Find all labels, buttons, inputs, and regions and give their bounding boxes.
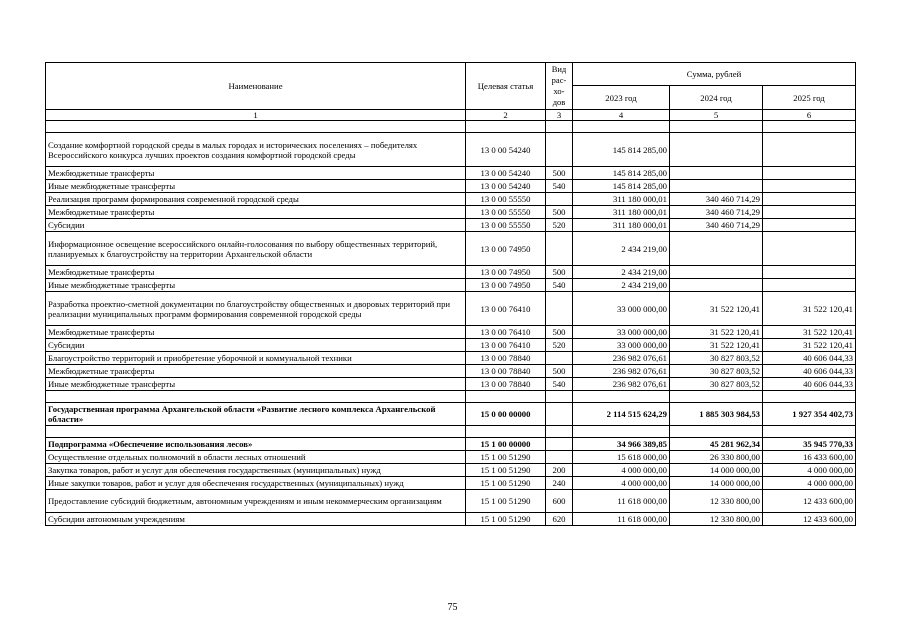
row-sum-2023: 145 814 285,00 xyxy=(573,180,670,193)
row-name: Предоставление субсидий бюджетным, автономным учреждениям и иным некоммерческим организациям xyxy=(46,490,466,513)
row-name: Межбюджетные трансферты xyxy=(46,365,466,378)
row-sum-2024: 30 827 803,52 xyxy=(670,352,763,365)
spacer-cell xyxy=(46,121,466,133)
row-expense-type xyxy=(546,352,573,365)
row-name: Информационное освещение всероссийского онлайн-голосования по выбору общественных территорий, планируемых к благоустройству на территории Архангельской области xyxy=(46,232,466,266)
spacer-cell xyxy=(763,391,856,403)
table-row xyxy=(46,378,856,391)
row-sum-2024: 12 330 800,00 xyxy=(670,513,763,526)
table-row xyxy=(46,438,856,451)
row-sum-2023: 236 982 076,61 xyxy=(573,352,670,365)
table-row xyxy=(46,513,856,526)
row-sum-2024 xyxy=(670,232,763,266)
row-target-code: 13 0 00 76410 xyxy=(466,326,546,339)
row-name: Иные межбюджетные трансферты xyxy=(46,378,466,391)
col-number: 2 xyxy=(466,110,546,121)
spacer-cell xyxy=(573,121,670,133)
row-expense-type: 240 xyxy=(546,477,573,490)
row-sum-2024: 31 522 120,41 xyxy=(670,292,763,326)
table-row xyxy=(46,193,856,206)
row-sum-2025 xyxy=(763,180,856,193)
row-sum-2024: 340 460 714,29 xyxy=(670,206,763,219)
row-sum-2024: 26 330 800,00 xyxy=(670,451,763,464)
row-sum-2025: 31 522 120,41 xyxy=(763,339,856,352)
row-name: Осуществление отдельных полномочий в области лесных отношений xyxy=(46,451,466,464)
spacer-cell xyxy=(670,391,763,403)
spacer-cell xyxy=(546,121,573,133)
row-target-code: 13 0 00 54240 xyxy=(466,180,546,193)
row-expense-type: 540 xyxy=(546,180,573,193)
row-name: Субсидии автономным учреждениям xyxy=(46,513,466,526)
col-number: 5 xyxy=(670,110,763,121)
row-target-code: 15 1 00 51290 xyxy=(466,477,546,490)
row-sum-2024 xyxy=(670,180,763,193)
row-sum-2023: 145 814 285,00 xyxy=(573,133,670,167)
spacer-cell xyxy=(763,426,856,438)
row-expense-type: 540 xyxy=(546,378,573,391)
spacer-cell xyxy=(763,121,856,133)
row-expense-type: 520 xyxy=(546,339,573,352)
spacer-cell xyxy=(546,391,573,403)
table-row xyxy=(46,451,856,464)
row-sum-2025: 12 433 600,00 xyxy=(763,490,856,513)
row-name: Иные межбюджетные трансферты xyxy=(46,180,466,193)
row-sum-2024 xyxy=(670,133,763,167)
row-expense-type xyxy=(546,232,573,266)
row-name: Государственная программа Архангельской области «Развитие лесного комплекса Архангельской области» xyxy=(46,403,466,426)
row-target-code: 13 0 00 54240 xyxy=(466,167,546,180)
row-sum-2024 xyxy=(670,167,763,180)
row-sum-2025: 12 433 600,00 xyxy=(763,513,856,526)
table-row xyxy=(46,266,856,279)
header-type-line: дов xyxy=(552,97,566,107)
spacer-cell xyxy=(466,391,546,403)
row-sum-2024: 14 000 000,00 xyxy=(670,464,763,477)
row-target-code: 13 0 00 76410 xyxy=(466,339,546,352)
row-expense-type xyxy=(546,133,573,167)
row-sum-2024: 14 000 000,00 xyxy=(670,477,763,490)
row-target-code: 13 0 00 78840 xyxy=(466,365,546,378)
row-sum-2025 xyxy=(763,167,856,180)
row-expense-type: 520 xyxy=(546,219,573,232)
table-row xyxy=(46,352,856,365)
row-target-code: 13 0 00 74950 xyxy=(466,266,546,279)
row-sum-2025: 4 000 000,00 xyxy=(763,464,856,477)
row-target-code: 13 0 00 76410 xyxy=(466,292,546,326)
row-target-code: 13 0 00 55550 xyxy=(466,219,546,232)
row-sum-2023: 311 180 000,01 xyxy=(573,219,670,232)
row-name: Реализация программ формирования современной городской среды xyxy=(46,193,466,206)
spacer-cell xyxy=(573,426,670,438)
row-sum-2024: 340 460 714,29 xyxy=(670,219,763,232)
table-row xyxy=(46,339,856,352)
row-name: Иные закупки товаров, работ и услуг для обеспечения государственных (муниципальных) нужд xyxy=(46,477,466,490)
page-number: 75 xyxy=(447,602,458,613)
row-target-code: 13 0 00 74950 xyxy=(466,279,546,292)
row-sum-2025: 4 000 000,00 xyxy=(763,477,856,490)
header-target: Целевая статья xyxy=(466,63,546,110)
row-target-code: 13 0 00 78840 xyxy=(466,378,546,391)
header-name: Наименование xyxy=(46,63,466,110)
row-target-code: 15 1 00 00000 xyxy=(466,438,546,451)
row-name: Субсидии xyxy=(46,219,466,232)
spacer-cell xyxy=(46,426,466,438)
row-sum-2025 xyxy=(763,232,856,266)
row-sum-2025: 40 606 044,33 xyxy=(763,378,856,391)
spacer-cell xyxy=(466,121,546,133)
row-expense-type xyxy=(546,403,573,426)
row-target-code: 15 1 00 51290 xyxy=(466,513,546,526)
row-target-code: 13 0 00 78840 xyxy=(466,352,546,365)
table-row xyxy=(46,490,856,513)
col-number: 1 xyxy=(46,110,466,121)
header-type-line: хо- xyxy=(553,86,565,96)
row-sum-2023: 236 982 076,61 xyxy=(573,365,670,378)
row-expense-type: 500 xyxy=(546,266,573,279)
table-row xyxy=(46,180,856,193)
spacer-row xyxy=(46,391,856,403)
row-target-code: 13 0 00 55550 xyxy=(466,193,546,206)
row-name: Межбюджетные трансферты xyxy=(46,266,466,279)
row-sum-2023: 11 618 000,00 xyxy=(573,513,670,526)
row-sum-2024 xyxy=(670,266,763,279)
row-target-code: 15 1 00 51290 xyxy=(466,490,546,513)
table-row xyxy=(46,206,856,219)
col-number: 3 xyxy=(546,110,573,121)
spacer-row xyxy=(46,121,856,133)
header-type-line: Вид xyxy=(551,64,567,74)
row-sum-2023: 2 434 219,00 xyxy=(573,266,670,279)
row-sum-2025 xyxy=(763,279,856,292)
row-expense-type xyxy=(546,292,573,326)
row-sum-2025 xyxy=(763,266,856,279)
table-row xyxy=(46,464,856,477)
table-row xyxy=(46,167,856,180)
row-sum-2024: 12 330 800,00 xyxy=(670,490,763,513)
row-sum-2023: 33 000 000,00 xyxy=(573,292,670,326)
table-row xyxy=(46,219,856,232)
row-expense-type: 620 xyxy=(546,513,573,526)
row-name: Субсидии xyxy=(46,339,466,352)
table-row xyxy=(46,477,856,490)
row-name: Создание комфортной городской среды в малых городах и исторических поселениях – победителях Всероссийского конкурса лучших проектов создания комфортной городской среды xyxy=(46,133,466,167)
row-expense-type xyxy=(546,193,573,206)
row-sum-2023: 34 966 389,85 xyxy=(573,438,670,451)
header-year-2024: 2024 год xyxy=(670,86,763,110)
spacer-cell xyxy=(573,391,670,403)
row-expense-type: 500 xyxy=(546,365,573,378)
row-sum-2025: 35 945 770,33 xyxy=(763,438,856,451)
row-sum-2025 xyxy=(763,133,856,167)
row-sum-2023: 2 114 515 624,29 xyxy=(573,403,670,426)
col-number: 4 xyxy=(573,110,670,121)
row-sum-2025 xyxy=(763,219,856,232)
row-sum-2023: 236 982 076,61 xyxy=(573,378,670,391)
row-target-code: 15 0 00 00000 xyxy=(466,403,546,426)
table-row xyxy=(46,133,856,167)
row-name: Иные межбюджетные трансферты xyxy=(46,279,466,292)
row-sum-2024: 1 885 303 984,53 xyxy=(670,403,763,426)
row-sum-2023: 2 434 219,00 xyxy=(573,279,670,292)
col-number: 6 xyxy=(763,110,856,121)
row-sum-2023: 11 618 000,00 xyxy=(573,490,670,513)
row-sum-2023: 4 000 000,00 xyxy=(573,464,670,477)
spacer-cell xyxy=(46,391,466,403)
header-year-2025: 2025 год xyxy=(763,86,856,110)
row-expense-type: 600 xyxy=(546,490,573,513)
row-target-code: 13 0 00 74950 xyxy=(466,232,546,266)
row-name: Межбюджетные трансферты xyxy=(46,167,466,180)
row-target-code: 13 0 00 54240 xyxy=(466,133,546,167)
row-target-code: 15 1 00 51290 xyxy=(466,451,546,464)
table-body xyxy=(46,121,856,526)
row-sum-2025: 31 522 120,41 xyxy=(763,326,856,339)
row-sum-2023: 4 000 000,00 xyxy=(573,477,670,490)
spacer-row xyxy=(46,426,856,438)
table-row xyxy=(46,279,856,292)
row-name: Разработка проектно-сметной документации по благоустройству общественных и дворовых территорий при реализации муниципальных программ формирования современной городской среды xyxy=(46,292,466,326)
row-expense-type: 540 xyxy=(546,279,573,292)
row-target-code: 15 1 00 51290 xyxy=(466,464,546,477)
row-sum-2025: 1 927 354 402,73 xyxy=(763,403,856,426)
spacer-cell xyxy=(670,426,763,438)
row-expense-type: 500 xyxy=(546,206,573,219)
row-sum-2023: 145 814 285,00 xyxy=(573,167,670,180)
row-sum-2025 xyxy=(763,206,856,219)
header-type-line: рас- xyxy=(551,75,567,85)
row-name: Подпрограмма «Обеспечение использования лесов» xyxy=(46,438,466,451)
row-sum-2025 xyxy=(763,193,856,206)
row-expense-type xyxy=(546,451,573,464)
row-sum-2023: 311 180 000,01 xyxy=(573,206,670,219)
row-sum-2024: 30 827 803,52 xyxy=(670,378,763,391)
spacer-cell xyxy=(546,426,573,438)
row-sum-2024: 45 281 962,34 xyxy=(670,438,763,451)
row-sum-2023: 311 180 000,01 xyxy=(573,193,670,206)
row-sum-2024 xyxy=(670,279,763,292)
header-type xyxy=(546,63,573,110)
table-row xyxy=(46,326,856,339)
row-expense-type xyxy=(546,438,573,451)
row-sum-2024: 340 460 714,29 xyxy=(670,193,763,206)
row-sum-2023: 2 434 219,00 xyxy=(573,232,670,266)
row-sum-2025: 40 606 044,33 xyxy=(763,365,856,378)
row-sum-2023: 15 618 000,00 xyxy=(573,451,670,464)
spacer-cell xyxy=(670,121,763,133)
row-sum-2023: 33 000 000,00 xyxy=(573,326,670,339)
row-sum-2024: 30 827 803,52 xyxy=(670,365,763,378)
budget-table xyxy=(45,62,856,526)
row-expense-type: 200 xyxy=(546,464,573,477)
header-year-2023: 2023 год xyxy=(573,86,670,110)
row-sum-2025: 31 522 120,41 xyxy=(763,292,856,326)
spacer-cell xyxy=(466,426,546,438)
row-sum-2025: 16 433 600,00 xyxy=(763,451,856,464)
row-name: Межбюджетные трансферты xyxy=(46,206,466,219)
row-name: Благоустройство территорий и приобретение уборочной и коммунальной техники xyxy=(46,352,466,365)
table-row xyxy=(46,232,856,266)
row-expense-type: 500 xyxy=(546,167,573,180)
table-row xyxy=(46,403,856,426)
row-sum-2024: 31 522 120,41 xyxy=(670,326,763,339)
row-sum-2025: 40 606 044,33 xyxy=(763,352,856,365)
row-name: Межбюджетные трансферты xyxy=(46,326,466,339)
table-row xyxy=(46,292,856,326)
row-target-code: 13 0 00 55550 xyxy=(466,206,546,219)
row-sum-2024: 31 522 120,41 xyxy=(670,339,763,352)
header-sum: Сумма, рублей xyxy=(573,63,856,86)
row-expense-type: 500 xyxy=(546,326,573,339)
table-row xyxy=(46,365,856,378)
row-name: Закупка товаров, работ и услуг для обеспечения государственных (муниципальных) нужд xyxy=(46,464,466,477)
row-sum-2023: 33 000 000,00 xyxy=(573,339,670,352)
